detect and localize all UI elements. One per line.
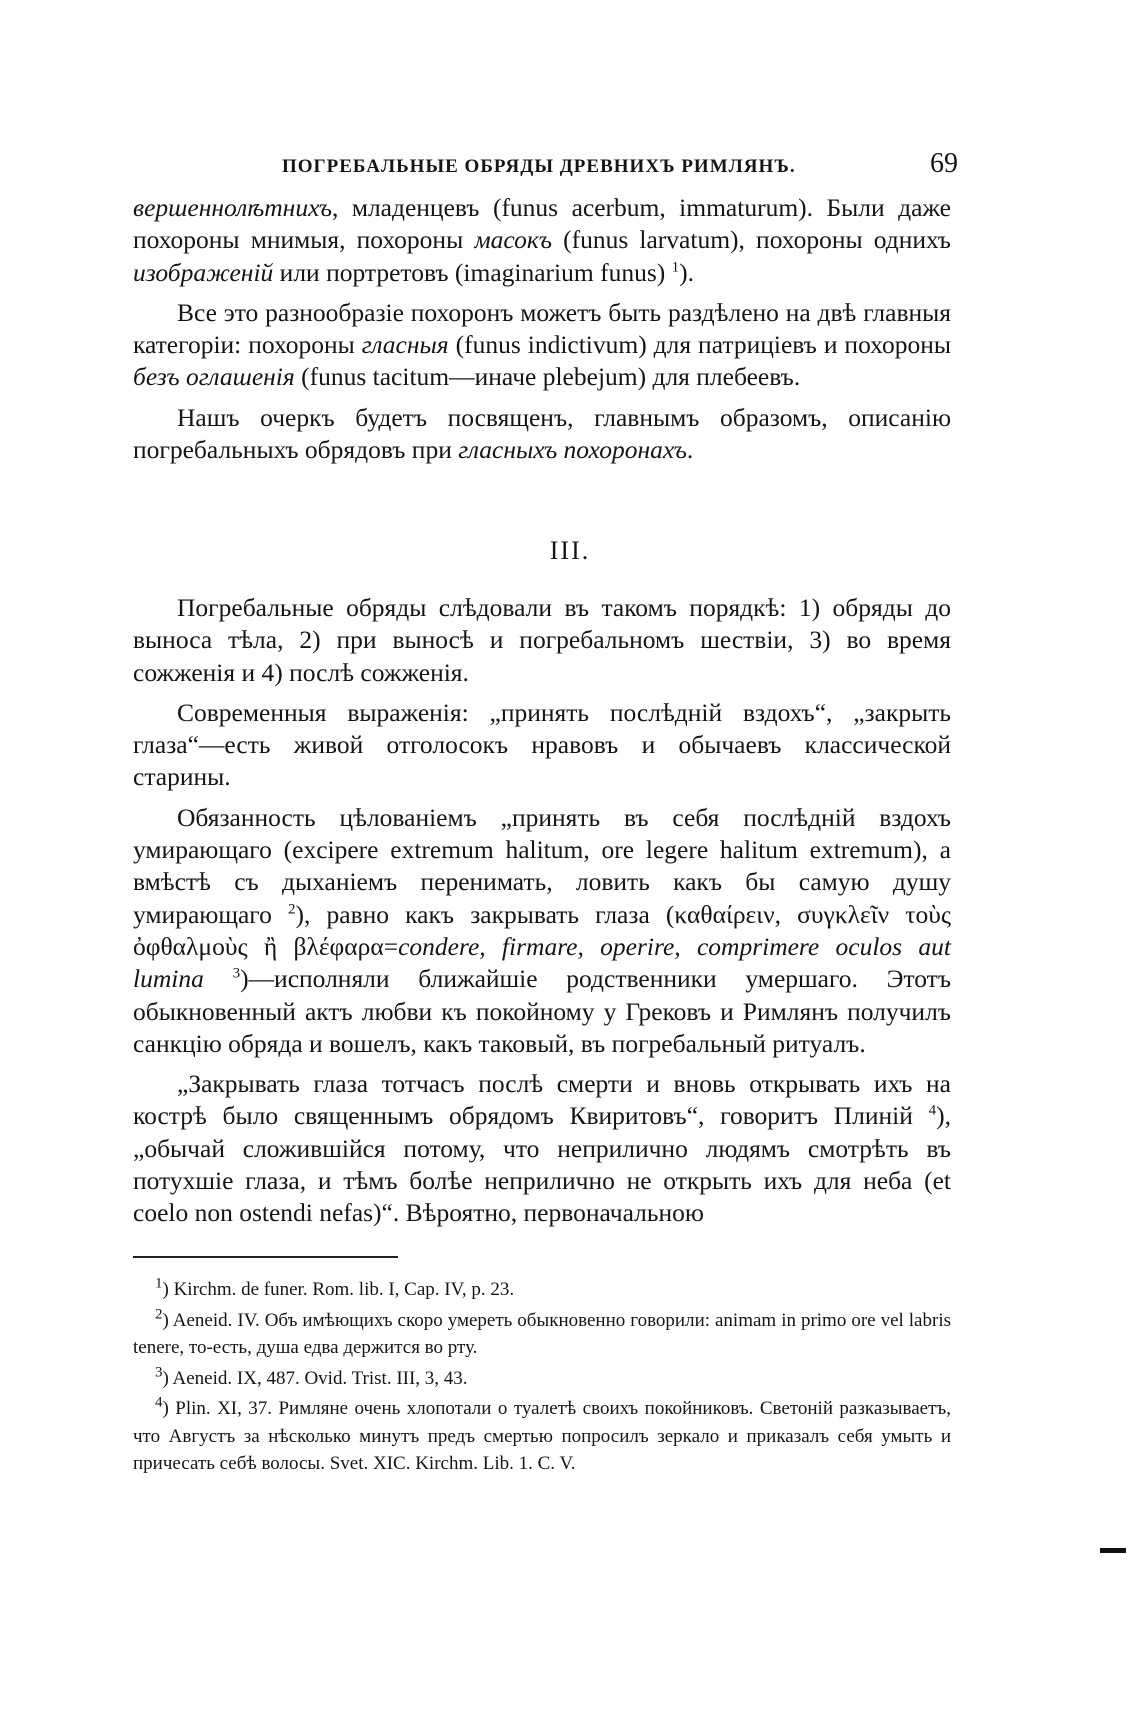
paragraph-6 [133, 802, 951, 1060]
p2-text-5: (funus tacitum—иначе plebejum) для плебеевъ. [294, 362, 801, 392]
p2-text-1: Все это разнообразіе похоронъ можетъ быть раздѣлено на двѣ главныя категоріи: похороны [133, 297, 951, 360]
paragraph-1 [133, 192, 951, 289]
footnote-3-mark: 3 [155, 1364, 163, 1381]
p2-text-3: (funus indictivum) для патриціевъ и похороны [448, 330, 951, 360]
footnote-ref-4: 4 [928, 1102, 937, 1119]
p1-italic-1: вершеннолѣтнихъ [133, 193, 332, 222]
footnote-4 [133, 1395, 951, 1478]
footnote-4-text: ) Plin. XI, 37. Римляне очень хлопотали о туалетѣ своихъ покойниковъ. Светоній разказываетъ, что Августъ за нѣсколько минутъ предъ смертью попросилъ зеркало и приказалъ себя умыть и причесать себѣ волосы. Svet. XIC. Kirchm. Lib. 1. C. V. [133, 1398, 951, 1474]
footnote-ref-3: 3 [232, 965, 241, 982]
body-text-main [133, 592, 951, 1238]
p7-text-1: „Закрывать глаза тотчасъ послѣ смерти и вновь открывать ихъ на кострѣ было священнымъ обрядомъ Квиритовъ“, говоритъ Плиній [133, 1069, 951, 1131]
p1-italic-3: масокъ [474, 225, 552, 255]
page-number: 69 [930, 148, 958, 179]
p1-text-6: или портретовъ (imaginarium funus) [273, 257, 672, 287]
footnote-3-text: ) Aeneid. IX, 487. Ovid. Trist. III, 3, 43. [162, 1367, 468, 1389]
page-edge-mark [1100, 1548, 1126, 1553]
footnote-ref-1: 1 [671, 259, 680, 276]
paragraph-4: Погребальные обряды слѣдовали въ такомъ порядкѣ: 1) обряды до выноса тѣла, 2) при выносѣ и погребальномъ шествіи, 3) во время сожженія и 4) послѣ сожженія. [133, 593, 951, 687]
p1-italic-5: изображеній [133, 257, 274, 287]
footnote-separator [133, 1256, 398, 1258]
footnote-1 [133, 1276, 951, 1304]
p3-text-1: Нашъ очеркъ будетъ посвященъ, главнымъ образомъ, описанію погребальныхъ обрядовъ при [133, 402, 951, 465]
p3-text-3: . [686, 435, 694, 465]
footnotes [133, 1276, 951, 1481]
footnote-4-mark: 4 [155, 1394, 163, 1411]
p6-text-1: Обязанность цѣлованіемъ „принять въ себя послѣдній вздохъ умирающаго (excipere extremum halitum, ore legere halitum extremum), а вмѣстѣ съ дыханіемъ перенимать, ловить какъ бы самую душу умирающаго [133, 802, 951, 929]
paragraph-2 [133, 297, 951, 394]
p1-text-7: ). [679, 257, 694, 287]
footnote-3 [133, 1365, 951, 1393]
p7-text-2: ), „обычай сложившійся потому, что неприлично людямъ смотрѣть въ потухшіе глаза, и тѣмъ болѣе неприлично не открыть ихъ для неба (et coelo non ostendi nefas)“. Вѣроятно, первоначальною [133, 1101, 951, 1228]
running-title: ПОГРЕБАЛЬНЫЕ ОБРЯДЫ ДРЕВНИХЪ РИМЛЯНЪ. [282, 156, 796, 177]
body-text-top [133, 192, 951, 474]
page-header [238, 148, 958, 188]
p1-text-4: (funus larvatum), похороны однихъ [551, 225, 951, 255]
p6-text-4: )—исполняли ближайшіе родственники умершаго. Этотъ обыкновенный актъ любви къ покойному у Грековъ и Римлянъ получилъ санкцію обряда и вошелъ, какъ таковый, въ погребальный ритуалъ. [133, 964, 951, 1058]
paragraph-7 [133, 1068, 951, 1229]
p2-italic-4: безъ оглашенія [133, 362, 295, 392]
paragraph-5: Современныя выраженія: „принять послѣдній вздохъ“, „закрыть глаза“—есть живой отголосокъ нравовъ и обычаевъ классической старины. [133, 697, 951, 792]
p6-text-2: ), равно какъ закрывать глаза (καθαίρειν, συγκλεῖν τοὺς ὀφθαλμοὺς ἢ βλέφαρα= [133, 899, 952, 961]
footnote-2 [133, 1307, 951, 1362]
footnote-2-text: ) Aeneid. IV. Объ имѣющихъ скоро умереть обыкновенно говорили: animam in primo ore vel labris tenere, то-есть, душа едва держится во рту. [133, 1309, 951, 1358]
footnote-ref-2: 2 [288, 901, 296, 918]
footnote-1-text: ) Kirchm. de funer. Rom. lib. I, Cap. IV, p. 23. [162, 1279, 515, 1300]
p3-italic-2: гласныхъ похоронахъ [458, 435, 687, 465]
section-heading: III. [549, 536, 591, 565]
p6-italic-3: condere, firmare, operire, comprimere oculos aut lumina [133, 931, 951, 994]
p1-text-2: , младенцевъ (funus acerbum, immaturum). Были даже похороны мнимыя, похороны [133, 193, 951, 255]
paragraph-3 [133, 402, 951, 467]
footnote-1-mark: 1 [155, 1275, 163, 1292]
p2-italic-2: гласныя [361, 330, 449, 360]
footnote-2-mark: 2 [155, 1306, 163, 1323]
